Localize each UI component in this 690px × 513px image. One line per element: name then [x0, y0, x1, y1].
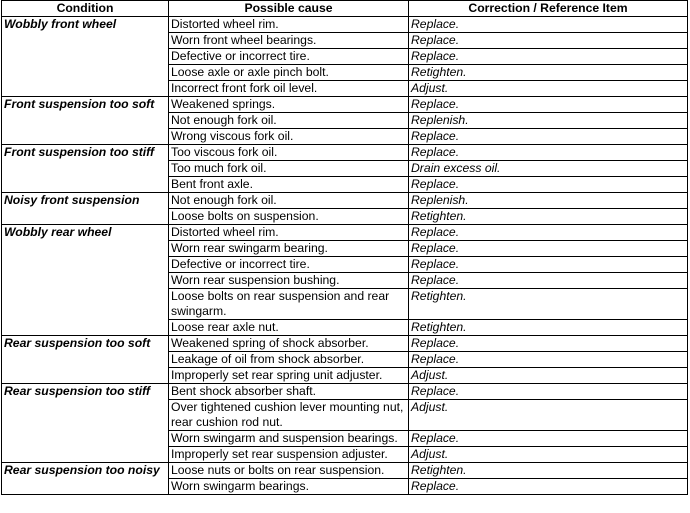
correction-cell: Replace. — [409, 129, 688, 145]
correction-cell: Replenish. — [409, 193, 688, 209]
possible-cause-cell: Incorrect front fork oil level. — [169, 81, 409, 97]
possible-cause-cell: Wrong viscous fork oil. — [169, 129, 409, 145]
correction-cell: Retighten. — [409, 320, 688, 336]
table-row — [2, 193, 688, 209]
possible-cause-cell: Worn swingarm bearings. — [169, 479, 409, 495]
correction-cell: Replace. — [409, 17, 688, 33]
condition-cell: Rear suspension too noisy — [2, 463, 169, 495]
correction-cell: Adjust. — [409, 368, 688, 384]
correction-cell: Replace. — [409, 145, 688, 161]
correction-cell: Replace. — [409, 257, 688, 273]
correction-cell: Drain excess oil. — [409, 161, 688, 177]
header-row — [2, 1, 688, 17]
correction-cell: Replace. — [409, 225, 688, 241]
possible-cause-cell: Leakage of oil from shock absorber. — [169, 352, 409, 368]
correction-cell: Retighten. — [409, 209, 688, 225]
correction-cell: Replace. — [409, 177, 688, 193]
table-row — [2, 145, 688, 161]
table-row — [2, 17, 688, 33]
condition-cell: Wobbly front wheel — [2, 17, 169, 97]
header-possible-cause: Possible cause — [169, 1, 409, 17]
troubleshooting-table — [1, 0, 688, 495]
possible-cause-cell: Worn swingarm and suspension bearings. — [169, 431, 409, 447]
correction-cell: Replace. — [409, 33, 688, 49]
header-correction: Correction / Reference Item — [409, 1, 688, 17]
possible-cause-cell: Bent front axle. — [169, 177, 409, 193]
correction-cell: Replace. — [409, 431, 688, 447]
correction-cell: Replace. — [409, 241, 688, 257]
possible-cause-cell: Loose rear axle nut. — [169, 320, 409, 336]
possible-cause-cell: Defective or incorrect tire. — [169, 49, 409, 65]
possible-cause-cell: Worn rear suspension bushing. — [169, 273, 409, 289]
possible-cause-cell: Improperly set rear suspension adjuster. — [169, 447, 409, 463]
condition-cell: Wobbly rear wheel — [2, 225, 169, 336]
correction-cell: Replace. — [409, 479, 688, 495]
table-row — [2, 463, 688, 479]
possible-cause-cell: Loose bolts on rear suspension and rear swingarm. — [169, 289, 409, 320]
table-row — [2, 384, 688, 400]
possible-cause-cell: Loose axle or axle pinch bolt. — [169, 65, 409, 81]
condition-cell: Rear suspension too stiff — [2, 384, 169, 463]
correction-cell: Retighten. — [409, 65, 688, 81]
condition-cell: Front suspension too stiff — [2, 145, 169, 193]
possible-cause-cell: Improperly set rear spring unit adjuster. — [169, 368, 409, 384]
correction-cell: Replace. — [409, 384, 688, 400]
correction-cell: Replace. — [409, 273, 688, 289]
correction-cell: Retighten. — [409, 289, 688, 320]
possible-cause-cell: Over tightened cushion lever mounting nut, rear cushion rod nut. — [169, 400, 409, 431]
table-row — [2, 336, 688, 352]
possible-cause-cell: Distorted wheel rim. — [169, 17, 409, 33]
possible-cause-cell: Loose bolts on suspension. — [169, 209, 409, 225]
possible-cause-cell: Not enough fork oil. — [169, 113, 409, 129]
table-row — [2, 225, 688, 241]
correction-cell: Replace. — [409, 352, 688, 368]
possible-cause-cell: Distorted wheel rim. — [169, 225, 409, 241]
header-condition: Condition — [2, 1, 169, 17]
possible-cause-cell: Bent shock absorber shaft. — [169, 384, 409, 400]
correction-cell: Adjust. — [409, 447, 688, 463]
correction-cell: Replenish. — [409, 113, 688, 129]
correction-cell: Replace. — [409, 336, 688, 352]
possible-cause-cell: Not enough fork oil. — [169, 193, 409, 209]
possible-cause-cell: Weakened springs. — [169, 97, 409, 113]
condition-cell: Noisy front suspension — [2, 193, 169, 225]
correction-cell: Replace. — [409, 49, 688, 65]
correction-cell: Adjust. — [409, 400, 688, 431]
possible-cause-cell: Too viscous fork oil. — [169, 145, 409, 161]
condition-cell: Rear suspension too soft — [2, 336, 169, 384]
possible-cause-cell: Loose nuts or bolts on rear suspension. — [169, 463, 409, 479]
possible-cause-cell: Worn front wheel bearings. — [169, 33, 409, 49]
table-body — [2, 17, 688, 495]
possible-cause-cell: Weakened spring of shock absorber. — [169, 336, 409, 352]
possible-cause-cell: Defective or incorrect tire. — [169, 257, 409, 273]
correction-cell: Adjust. — [409, 81, 688, 97]
correction-cell: Replace. — [409, 97, 688, 113]
possible-cause-cell: Worn rear swingarm bearing. — [169, 241, 409, 257]
table-row — [2, 97, 688, 113]
condition-cell: Front suspension too soft — [2, 97, 169, 145]
correction-cell: Retighten. — [409, 463, 688, 479]
possible-cause-cell: Too much fork oil. — [169, 161, 409, 177]
